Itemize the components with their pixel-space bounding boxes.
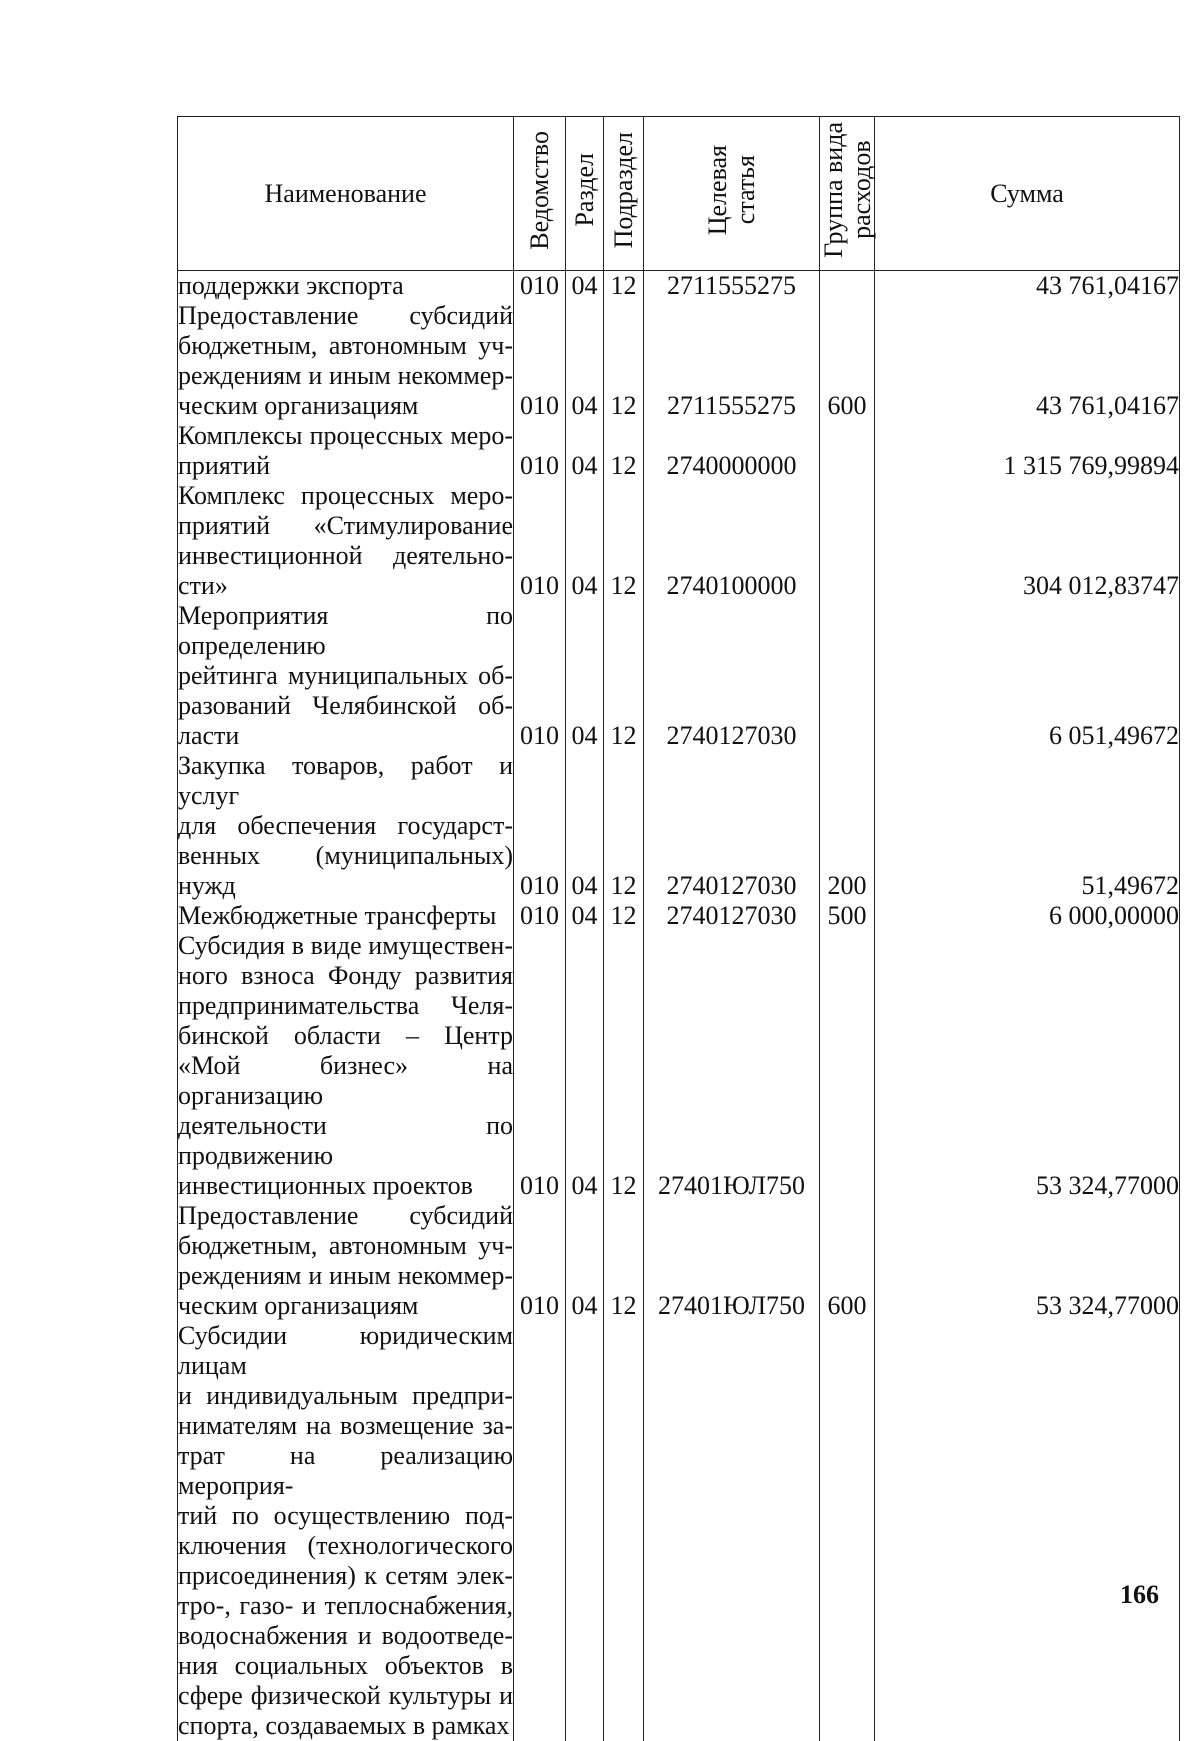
row-group: 500 xyxy=(820,901,875,931)
name-line: ключения (технологического xyxy=(178,1531,513,1561)
name-line: инвестиционных проектов xyxy=(178,1171,513,1201)
name-line: предпринимательства Челя- xyxy=(178,991,513,1021)
row-section: 04 xyxy=(566,901,604,931)
name-line: реждениям и иным некоммер- xyxy=(178,361,513,391)
name-line: тро-, газо- и теплоснабжения, xyxy=(178,1591,513,1621)
name-line: Комплекс процессных меро- xyxy=(178,481,513,511)
header-target: Целевая статья xyxy=(644,117,820,271)
row-section: 04 xyxy=(566,1201,604,1321)
name-line: сфере физической культуры и xyxy=(178,1681,513,1711)
row-subsection: 12 xyxy=(604,931,644,1201)
row-sum: 53 324,77000 xyxy=(875,1201,1180,1321)
name-line: инвестиционной деятельно- xyxy=(178,541,513,571)
name-line: бюджетным, автономным уч- xyxy=(178,1231,513,1261)
name-line: сти» xyxy=(178,571,513,601)
header-dept: Ведомство xyxy=(514,117,566,271)
row-section xyxy=(566,1321,604,1741)
name-line: ласти xyxy=(178,721,513,751)
row-name xyxy=(178,931,514,1201)
row-target: 2711555275 xyxy=(644,271,820,302)
row-sum: 6 000,00000 xyxy=(875,901,1180,931)
name-line: присоединения) к сетям элек- xyxy=(178,1561,513,1591)
row-section: 04 xyxy=(566,931,604,1201)
row-dept: 010 xyxy=(514,751,566,901)
name-line: Предоставление субсидий xyxy=(178,301,513,331)
table-row xyxy=(178,1321,1180,1741)
name-line: бюджетным, автономным уч- xyxy=(178,331,513,361)
name-line: венных (муниципальных) xyxy=(178,841,513,871)
name-line: ния социальных объектов в xyxy=(178,1651,513,1681)
name-line: тий по осуществлению под- xyxy=(178,1501,513,1531)
header-name: Наименование xyxy=(178,117,514,271)
row-name xyxy=(178,301,514,421)
row-group xyxy=(820,421,875,481)
row-name xyxy=(178,1201,514,1321)
row-group xyxy=(820,931,875,1201)
row-sum: 304 012,83747 xyxy=(875,481,1180,601)
name-line: разований Челябинской об- xyxy=(178,691,513,721)
name-line: Комплексы процессных меро- xyxy=(178,421,513,451)
row-subsection: 12 xyxy=(604,421,644,481)
row-name xyxy=(178,601,514,751)
name-line: «Мой бизнес» на организацию xyxy=(178,1051,513,1111)
row-target: 2740100000 xyxy=(644,481,820,601)
name-line: Субсидия в виде имуществен- xyxy=(178,931,513,961)
row-dept: 010 xyxy=(514,421,566,481)
table-header-row xyxy=(178,117,1180,271)
row-group: 200 xyxy=(820,751,875,901)
row-subsection: 12 xyxy=(604,901,644,931)
table-row xyxy=(178,271,1180,302)
name-line: спорта, создаваемых в рамках xyxy=(178,1711,513,1741)
row-dept: 010 xyxy=(514,931,566,1201)
row-name xyxy=(178,271,514,302)
row-group: 600 xyxy=(820,1201,875,1321)
row-section: 04 xyxy=(566,421,604,481)
table-row xyxy=(178,931,1180,1201)
row-section: 04 xyxy=(566,751,604,901)
row-dept: 010 xyxy=(514,301,566,421)
row-group xyxy=(820,481,875,601)
row-sum xyxy=(875,1321,1180,1741)
row-name xyxy=(178,481,514,601)
row-subsection: 12 xyxy=(604,481,644,601)
name-line: трат на реализацию мероприя- xyxy=(178,1441,513,1501)
row-sum: 6 051,49672 xyxy=(875,601,1180,751)
row-group xyxy=(820,601,875,751)
budget-table xyxy=(177,116,1180,1741)
name-line: и индивидуальным предпри- xyxy=(178,1381,513,1411)
name-line: реждениям и иным некоммер- xyxy=(178,1261,513,1291)
name-line: деятельности по продвижению xyxy=(178,1111,513,1171)
table-row xyxy=(178,601,1180,751)
row-section: 04 xyxy=(566,601,604,751)
name-line: водоснабжения и водоотведе- xyxy=(178,1621,513,1651)
table-row xyxy=(178,301,1180,421)
table-row xyxy=(178,751,1180,901)
row-subsection: 12 xyxy=(604,751,644,901)
page-number: 166 xyxy=(1120,1580,1159,1610)
name-line: Мероприятия по определению xyxy=(178,601,513,661)
row-target: 27401ЮЛ750 xyxy=(644,931,820,1201)
table-body xyxy=(178,271,1180,1741)
row-name xyxy=(178,751,514,901)
row-name xyxy=(178,421,514,481)
row-sum: 1 315 769,99894 xyxy=(875,421,1180,481)
row-group xyxy=(820,271,875,302)
name-line: поддержки экспорта xyxy=(178,271,513,301)
name-line: Межбюджетные трансферты xyxy=(178,901,513,931)
header-sum: Сумма xyxy=(875,117,1180,271)
header-group: Группа вида расходов xyxy=(820,117,875,271)
row-dept: 010 xyxy=(514,271,566,302)
row-sum: 53 324,77000 xyxy=(875,931,1180,1201)
table-row xyxy=(178,481,1180,601)
row-target: 2740127030 xyxy=(644,901,820,931)
name-line: нужд xyxy=(178,871,513,901)
name-line: рейтинга муниципальных об- xyxy=(178,661,513,691)
row-section: 04 xyxy=(566,301,604,421)
name-line: нимателям на возмещение за- xyxy=(178,1411,513,1441)
name-line: Закупка товаров, работ и услуг xyxy=(178,751,513,811)
name-line: для обеспечения государст- xyxy=(178,811,513,841)
row-dept xyxy=(514,1321,566,1741)
row-dept: 010 xyxy=(514,481,566,601)
row-subsection xyxy=(604,1321,644,1741)
row-dept: 010 xyxy=(514,601,566,751)
row-subsection: 12 xyxy=(604,271,644,302)
row-sum: 43 761,04167 xyxy=(875,301,1180,421)
name-line: приятий xyxy=(178,451,513,481)
row-sum: 51,49672 xyxy=(875,751,1180,901)
row-group xyxy=(820,1321,875,1741)
row-target: 2740127030 xyxy=(644,751,820,901)
header-section: Раздел xyxy=(566,117,604,271)
table-row xyxy=(178,421,1180,481)
name-line: приятий «Стимулирование xyxy=(178,511,513,541)
row-subsection: 12 xyxy=(604,601,644,751)
row-target: 2740127030 xyxy=(644,601,820,751)
row-target xyxy=(644,1321,820,1741)
name-line: Предоставление субсидий xyxy=(178,1201,513,1231)
row-subsection: 12 xyxy=(604,301,644,421)
table-row xyxy=(178,901,1180,931)
name-line: ного взноса Фонду развития xyxy=(178,961,513,991)
row-dept: 010 xyxy=(514,901,566,931)
row-group: 600 xyxy=(820,301,875,421)
row-section: 04 xyxy=(566,481,604,601)
row-subsection: 12 xyxy=(604,1201,644,1321)
row-sum: 43 761,04167 xyxy=(875,271,1180,302)
row-section: 04 xyxy=(566,271,604,302)
name-line: Субсидии юридическим лицам xyxy=(178,1321,513,1381)
name-line: ческим организациям xyxy=(178,391,513,421)
row-target: 27401ЮЛ750 xyxy=(644,1201,820,1321)
table-row xyxy=(178,1201,1180,1321)
header-subsection: Подраздел xyxy=(604,117,644,271)
row-name xyxy=(178,901,514,931)
row-target: 2740000000 xyxy=(644,421,820,481)
row-target: 2711555275 xyxy=(644,301,820,421)
row-name xyxy=(178,1321,514,1741)
row-dept: 010 xyxy=(514,1201,566,1321)
name-line: ческим организациям xyxy=(178,1291,513,1321)
name-line: бинской области – Центр xyxy=(178,1021,513,1051)
